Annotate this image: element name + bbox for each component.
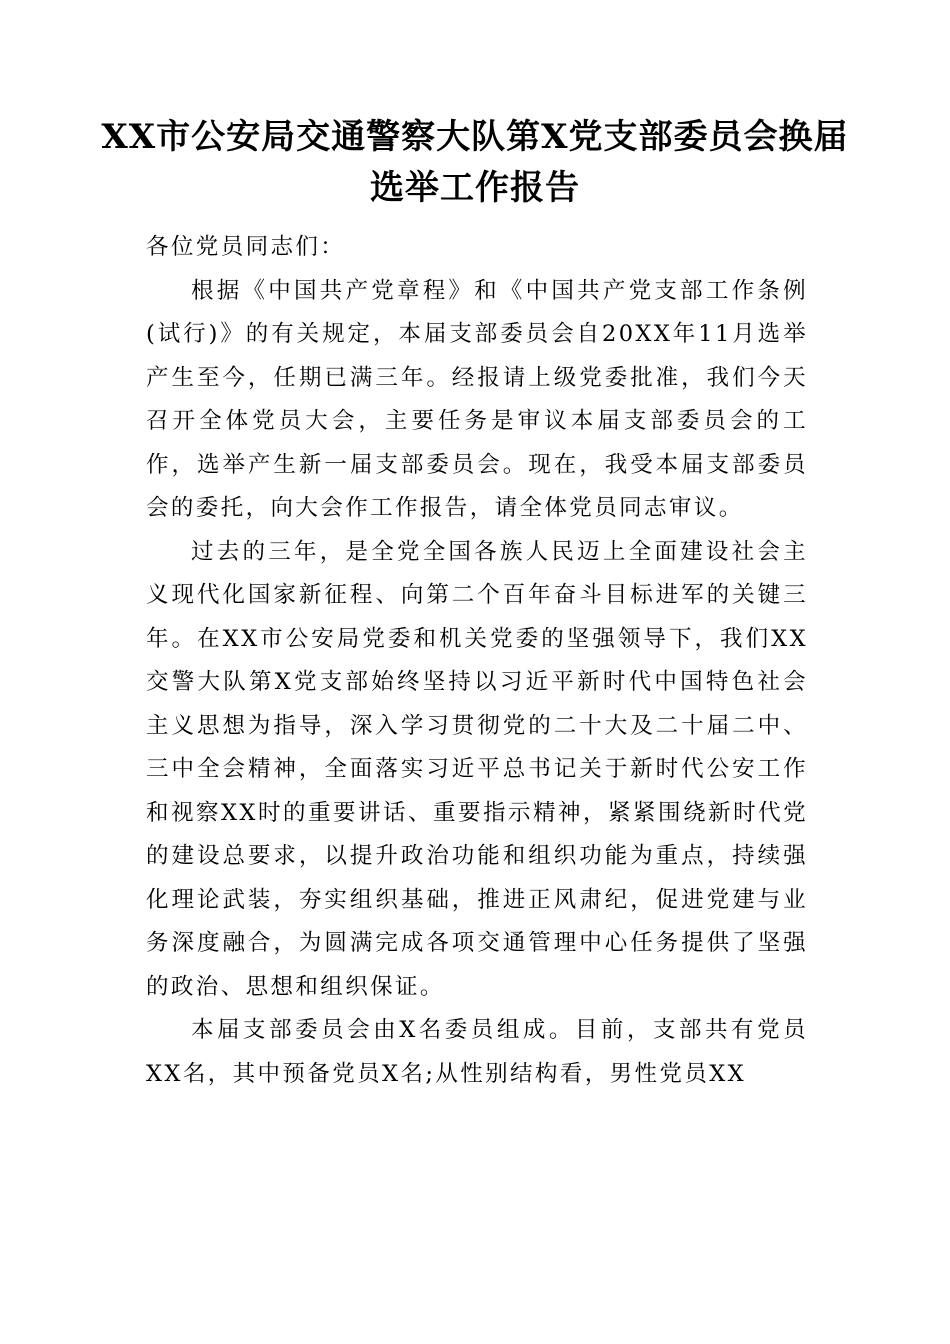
document-title: XX市公安局交通警察大队第X党支部委员会换届选举工作报告	[101, 117, 849, 208]
document-body	[146, 226, 808, 1096]
paragraph-3: 本届支部委员会由X名委员组成。目前，支部共有党员XX名，其中预备党员X名;从性别结构看，男性党员XX	[146, 1017, 808, 1087]
paragraph-2: 过去的三年，是全党全国各族人民迈上全面建设社会主义现代化国家新征程、向第二个百年奋斗目标进军的关键三年。在XX市公安局党委和机关党委的坚强领导下，我们XX交警大队第X党支部始终坚持以习近平新时代中国特色社会主义思想为指导，深入学习贯彻党的二十大及二十届二中、三中全会精神，全面落实习近平总书记关于新时代公安工作和视察XX时的重要讲话、重要指示精神，紧紧围绕新时代党的建设总要求，以提升政治功能和组织功能为重点，持续强化理论武装，夯实组织基础，推进正风肃纪，促进党建与业务深度融合，为圆满完成各项交通管理中心任务提供了坚强的政治、思想和组织保证。	[146, 538, 808, 1000]
paragraph-1: 根据《中国共产党章程》和《中国共产党支部工作条例(试行)》的有关规定，本届支部委员会自20XX年11月选举产生至今，任期已满三年。经报请上级党委批准，我们今天召开全体党员大会，主要任务是审议本届支部委员会的工作，选举产生新一届支部委员会。现在，我受本届支部委员会的委托，向大会作工作报告，请全体党员同志审议。	[146, 277, 808, 521]
salutation: 各位党员同志们：	[146, 234, 346, 260]
